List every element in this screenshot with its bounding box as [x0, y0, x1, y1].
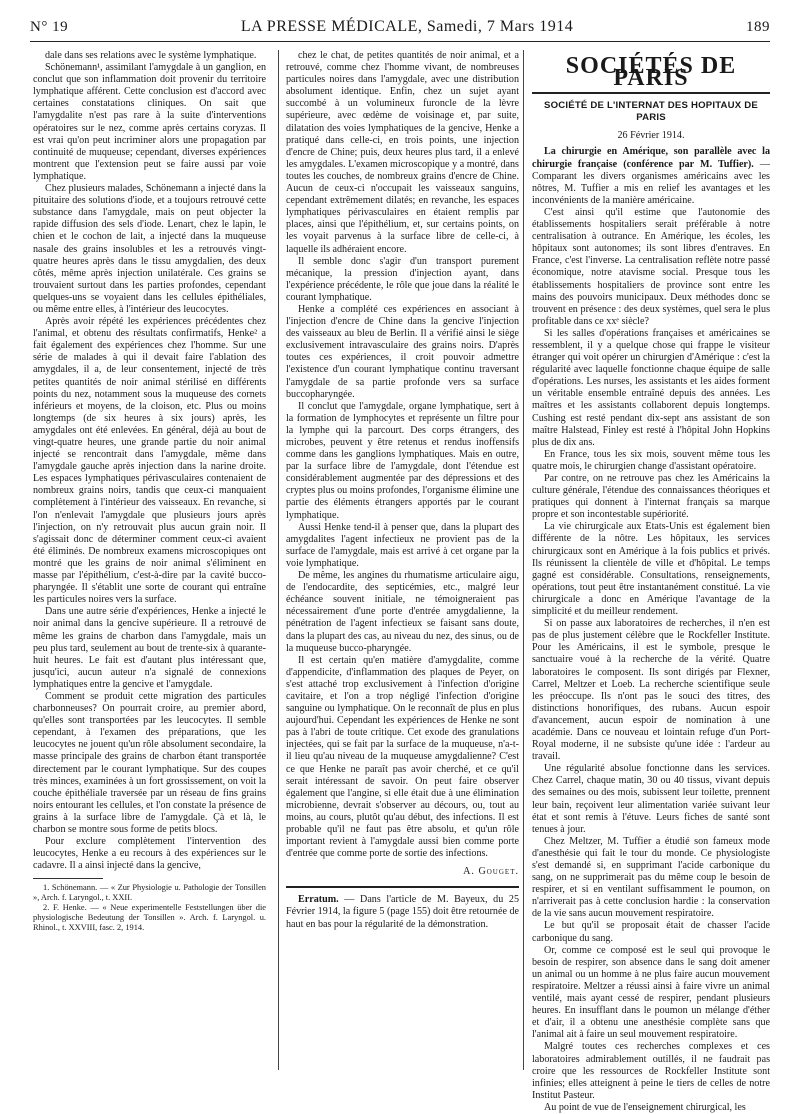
paragraph: Henke a complété ces expériences en associant à l'injection d'encre de Chine dans la gencive l'injection des vaisseaux au bleu de Berlin. Il a vérifié ainsi le siège exclusivement intravasculaire des grains noirs. D'après toutes ces expériences, il croit pouvoir admettre l'existence d'un courant lymphatique continu traversant l'amygdale de sa partie profonde vers sa surface buccopharyngée. [286, 303, 519, 400]
footnote-rule [33, 878, 103, 879]
paragraph: Chez plusieurs malades, Schönemann a injecté dans la pituitaire des solutions d'iode, et a toujours retrouvé cette substance dans l'amygdale, mais on peut objecter la rapide diffusion des sels d'iode. Lenart, chez le lapin, le chien et le cochon de lait, a injecté dans la muqueuse nasale des grains insolubles et les a retrouvés vingt-quatre heures après dans le tissu amygdalien, des deux côtés, même après injection unilatérale. Ces grains se trouvaient surtout dans les parties profondes, cependant quelques-uns se voyaient dans les cellules épithéliales, ou même entre elles, à l'intérieur des leucocytes. [33, 183, 266, 315]
page-header [30, 18, 770, 40]
column-divider [523, 50, 524, 1070]
footnote: 2. F. Henke. — « Neue experimentelle Feststellungen über die physiologische Bedeutung der Tonsillen ». Arch. f. Laryngol. u. Rhinol., t. XXVIII, fasc. 2, 1914. [33, 903, 266, 933]
paragraph: Par contre, on ne retrouve pas chez les Américains la culture générale, l'étendue des connaissances théoriques et pratiques qui donnent à l'internat français sa marque propre et son incontestable supériorité. [532, 473, 770, 521]
column-divider [278, 50, 279, 1070]
author-signature: A. Gouget. [463, 866, 519, 878]
paragraph: Or, comme ce composé est le seul qui provoque le besoin de respirer, son absence dans le sang doit amener un animal ou un homme à ne plus faire aucun mouvement respiratoire. Meltzer a réussi ainsi à faire vivre un animal ventilé, mais ayant cessé de respirer, pendant plusieurs heures. En insufflant dans le poumon un mélange d'éther et d'air, il a obtenu une anesthésie complète sans que l'animal ait à faire un seul mouvement respiratoire. [532, 944, 770, 1041]
paragraph: Comment se produit cette migration des particules charbonneuses? On pourrait croire, au premier abord, qu'elles sont transportées par les leucocytes. Il semble cependant, à l'examen des préparations, que les leucocytes ne jouent qu'un rôle absolument secondaire, la masse principale des grains de charbon étant transportée directement par le courant lymphatique. Sur des coupes très minces, examinées à un fort grossissement, on voit la couche épithéliale traversée par un réseau de fins grains noirs entourant les cellules, et l'on constate la présence de grains à la surface libre de l'amygdale. Çà et là, le charbon se montre sous forme de petits blocs. [33, 690, 266, 835]
erratum [286, 894, 519, 930]
column-right [532, 50, 770, 1114]
paragraph: Chez Meltzer, M. Tuffier a étudié son fameux mode d'anesthésie qui fait le tour du monde. Ce physiologiste s'est demandé si, en supprimant l'acide carbonique du sang, on ne supprimerait pas du même coup le besoin de respirer, et si en ventilant suffisamment le poumon, on n'arriverait pas à cette conclusion hardie : la conservation de la vie sans aucun mouvement respiratoire. [532, 835, 770, 920]
footnotes [33, 883, 266, 933]
column-middle [286, 50, 519, 931]
paragraph: dale dans ses relations avec le système lymphatique. [45, 50, 257, 61]
lead-text: — Comparant les divers organismes américains avec les nôtres, M. Tuffier a mis en relief les avantages et les inconvénients de la manière américaine. [532, 158, 770, 206]
footnote: 1. Schönemann. — « Zur Physiologie u. Pathologie der Tonsillen », Arch. f. Laryngol., t. XXII. [33, 883, 266, 903]
paragraph: Il conclut que l'amygdale, organe lymphatique, sert à la formation de lymphocytes et représente un filtre pour la lymphe qui la parcourt. Des corps étrangers, des microbes, peuvent y être retenus et rendus inoffensifs comme dans les ganglions lymphatiques. Mais en outre, par la surface libre de l'amygdale, dont l'étendue est considérablement augmentée par des dépressions et des cryptes plus ou moins profondes, l'organisme élimine une partie des éléments étrangers apportés par le courant lymphatique. [286, 400, 519, 521]
journal-title: LA PRESSE MÉDICALE, Samedi, 7 Mars 1914 [240, 18, 574, 35]
erratum-rule [286, 886, 519, 888]
paragraph: C'est ainsi qu'il estime que l'autonomie des établissements hospitaliers serait préférable à notre centralisation à outrance. En Amérique, les écoles, les hôpitaux sont autonomes; ils sont libres d'entraves. En France, c'est l'inverse. La centralisation reflète notre passé économique, notre atavisme social. Presque tous les établissements hospitaliers de province sont entre les mains des pouvoirs municipaux. Deux méthodes donc se trouvent en présence : des deux systèmes, quel sera le plus profitable dans ce xxᵉ siècle? [532, 206, 770, 327]
erratum-label: Erratum. [298, 894, 339, 906]
section-title: SOCIÉTÉS DE PARIS [565, 53, 737, 92]
paragraph: En France, tous les six mois, souvent même tous les quatre mois, le chirurgien change d'assistant opératoire. [532, 448, 770, 472]
paragraph: Aussi Henke tend-il à penser que, dans la plupart des amygdalites l'agent infectieux ne provient pas de la surface de l'amygdale, mais est arrivé à cet organe par la voie lymphatique. [286, 521, 519, 569]
paragraph: Si les salles d'opérations françaises et américaines se ressemblent, il y a quelque chose qui frappe le visiteur étranger qui voit opérer un chirurgien d'Amérique : c'est la régularité avec laquelle fonctionne chaque équipe de salle d'opérations. Les nurses, les assistants et les aides forment un véritable ensemble entraîné depuis des années. Les maîtres et les assistants collaborent depuis longtemps. Cushing est resté pendant dix-sept ans assistant de son maître Halstead, Finley est resté à l'hôpital John Hopkins plus de dix ans. [532, 327, 770, 448]
page-number: 189 [745, 19, 770, 35]
paragraph: Après avoir répété les expériences précédentes chez l'animal, et obtenu des résultats confirmatifs, Henke² a fait également des expériences chez l'homme. Sur une série de malades à qui il devait faire l'ablation des amygdales, il a, de leur consentement, injecté de très petites quantités de noir animal stérilisé en différents points du nez, notamment sous la muqueuse des cornets inférieurs et moyens, de la cloison, etc. Plus ou moins longtemps (de six heures à six jours) après, les amygdales ont été enlevées. En général, déjà au bout de vingt-quatre heures, une grande partie du noir animal injecté se rencontrait dans l'amygdale, même dans l'amygdale gauche après injection dans la narine droite. Les espaces lymphatiques périvasculaires contenaient de nombreux grains noirs, tandis que ceux-ci manquaient complètement à l'intérieur des vaisseaux. En revanche, si l'on n'enlevait l'amygdale que plusieurs jours après l'injection, on n'y retrouvait plus aucun grain noir. Il s'agissait donc de déterminer comment ceux-ci avaient été éliminés. De nombreux examens microscopiques ont montré que les grains de noir animal s'éliminent en masse par l'épithélium, c'est-à-dire par la cavité bucco-pharyngée. Il s'établit une sorte de courant qui entraîne les particules noires vers la surface. [33, 316, 266, 606]
column-left [33, 50, 266, 933]
issue-number: N° 19 [30, 19, 69, 35]
society-title: SOCIÉTÉ DE L'INTERNAT DES HOPITAUX DE PARIS [543, 100, 758, 124]
paragraph: Schönemann¹, assimilant l'amygdale à un ganglion, en conclut que son inflammation doit provenir du territoire lymphatique afférent. Cette conclusion est d'accord avec certaines constatations cliniques. On sait que l'amygdalite n'est pas rare à la suite d'interventions opératoires sur le nez, comme après certains coryzas. Il est vrai qu'on peut incriminer alors une propagation par continuité de muqueuse; cependant, diverses expériences montrent que l'extension peut se faire aussi par voie lymphatique. [33, 62, 266, 182]
paragraph: Le but qu'il se proposait était de chasser l'acide carbonique du sang. [532, 920, 770, 944]
header-rule [30, 41, 770, 42]
paragraph: La vie chirurgicale aux Etats-Unis est également bien différente de la nôtre. Les hôpitaux, les services chirurgicaux sont en Amérique à la fois publics et privés. Ils réunissent la clientèle de ville et d'hôpital. Le temps gagné est considérable. Consultations, renseignements, opérations, tout peut être instantanément constitué. La vie chirurgicale a donc en Amérique l'avantage de la simplicité et du meilleur rendement. [532, 521, 770, 618]
paragraph: De même, les angines du rhumatisme articulaire aigu, de l'endocardite, des septicémies, etc., malgré leur échéance souvent initiale, ne témoigneraient pas nécessairement d'une porte d'entrée amygdalienne, la pénétration de l'agent infectieux se faisant sans doute, dans la plupart des cas, au niveau du nez, des sinus, ou de la muqueuse bucco-pharyngée. [286, 570, 519, 654]
section-rule [532, 92, 770, 94]
paragraph: Pour exclure complètement l'intervention des leucocytes, Henke a eu recours à des expériences sur le cadavre. Il a ainsi injecté dans la gencive, [33, 836, 266, 872]
lead-paragraph [532, 146, 770, 206]
meeting-date: 26 Février 1914. [617, 130, 685, 142]
paragraph: Au point de vue de l'enseignement chirurgical, les [544, 1101, 746, 1113]
paragraph: Il est certain qu'en matière d'amygdalite, comme d'appendicite, d'inflammation des plaques de Peyer, on s'est attaché trop exclusivement à l'infection d'origine cavitaire, et l'on a trop négligé l'infection d'origine sanguine ou lymphatique. On le reconnaît de plus en plus aujourd'hui. Cependant les expériences de Henke ne sont pas à l'abri de toute critique. Cet exode des granulations injectées, qui se fait par la surface de la muqueuse, n'a-t-il lieu qu'au niveau de la muqueuse amygdalienne? C'est ce que Henke ne paraît pas avoir cherché, et ce qu'il serait intéressant de savoir. On peut faire observer également que l'angine, si elle était due à une élimination microbienne, devrait s'observer au décours, ou, tout au moins, au cours, plutôt qu'au début, des infections. Il est probable qu'il ne faut pas être absolu, et qu'un rôle important revient à l'amygdale aussi bien comme porte d'entrée que comme porte de sortie des infections. [286, 654, 519, 860]
paragraph: chez le chat, de petites quantités de noir animal, et a retrouvé, comme chez l'homme vivant, de nombreuses particules noires dans l'amygdale, avec une distribution absolument identique. Enfin, chez un sujet ayant succombé à un volumineux furoncle de la lèvre supérieure, avec œdème de voisinage et, par suite, dilatation des voies lymphatiques de la gencive, Henke a pratiqué dans celle-ci, en trois points, une injection d'encre de Chine; puis, deux heures plus tard, il a enlevé les amygdales. L'examen microscopique y a montré, dans toutes les couches, de nombreux grains d'encre de Chine. Aucun de ceux-ci n'occupait les vaisseaux sanguins, cependant extrêmement dilatés; en revanche, les espaces lymphatiques périvasculaires en étaient remplis par places, ainsi que l'épithélium, et, sur certains points, on les voyait parvenus à la surface libre de celle-ci, à laquelle ils adhéraient encore. [286, 50, 519, 255]
paragraph: Si on passe aux laboratoires de recherches, il n'en est pas de plus justement célèbre que le Rockfeller Institute. Pour les Américains, il est le symbole, presque le sanctuaire voué à la recherche de la vérité. Quatre laboratoires le composent. Ils sont dirigés par Flexner, Carrel, Meltzer et Loeb. La recherche scientifique seule les préoccupe. Ils n'ont pas le souci des titres, des distinctions honorifiques, des rubans. Aucun espoir d'avancement, aucun espoir de nomination à une académie. Dans ce nouveau et lointain refuge d'un Port-Royal moderne, il ne subsiste qu'une idée : l'ardeur au travail. [532, 618, 770, 763]
paragraph: Malgré toutes ces recherches complexes et ces laboratoires admirablement outillés, il ne faudrait pas croire que les ressources de Rockfeller Institute sont infinies; elles atteignent à peine le tiers de celles de notre Institut Pasteur. [532, 1041, 770, 1101]
paragraph: Une régularité absolue fonctionne dans les services. Chez Carrel, chaque matin, 30 ou 40 tissus, vivant depuis des semaines ou des mois, subissent leur toilette, prennent leur bain, reçoivent leur alimentation variée suivant leur état et sont remis à l'étuve. Leurs fiches de santé sont tenues à jour. [532, 763, 770, 835]
erratum-text: — Dans l'article de M. Bayeux, du 25 Février 1914, la figure 5 (page 155) doit être retournée de haut en bas pour la régularité de la démonstration. [286, 894, 519, 930]
lead-title: La chirurgie en Amérique, son parallèle avec la chirurgie française (conférence par M. Tuffier). [532, 146, 770, 170]
paragraph: Il semble donc s'agir d'un transport purement mécanique, la pression d'injection ayant, dans l'expérience précédente, le rôle que joue dans la réalité le courant lymphatique. [286, 255, 519, 303]
paragraph: Dans une autre série d'expériences, Henke a injecté le noir animal dans la gencive supérieure. Il a retrouvé de même les grains de charbon dans l'amygdale, mais un peu plus tard, seulement au bout de trente-six à quarante-huit heures. Le fait est d'autant plus intéressant que, jusqu'ici, aucun auteur n'a signalé de connexions lymphatiques entre la gencive et l'amygdale. [33, 606, 266, 690]
